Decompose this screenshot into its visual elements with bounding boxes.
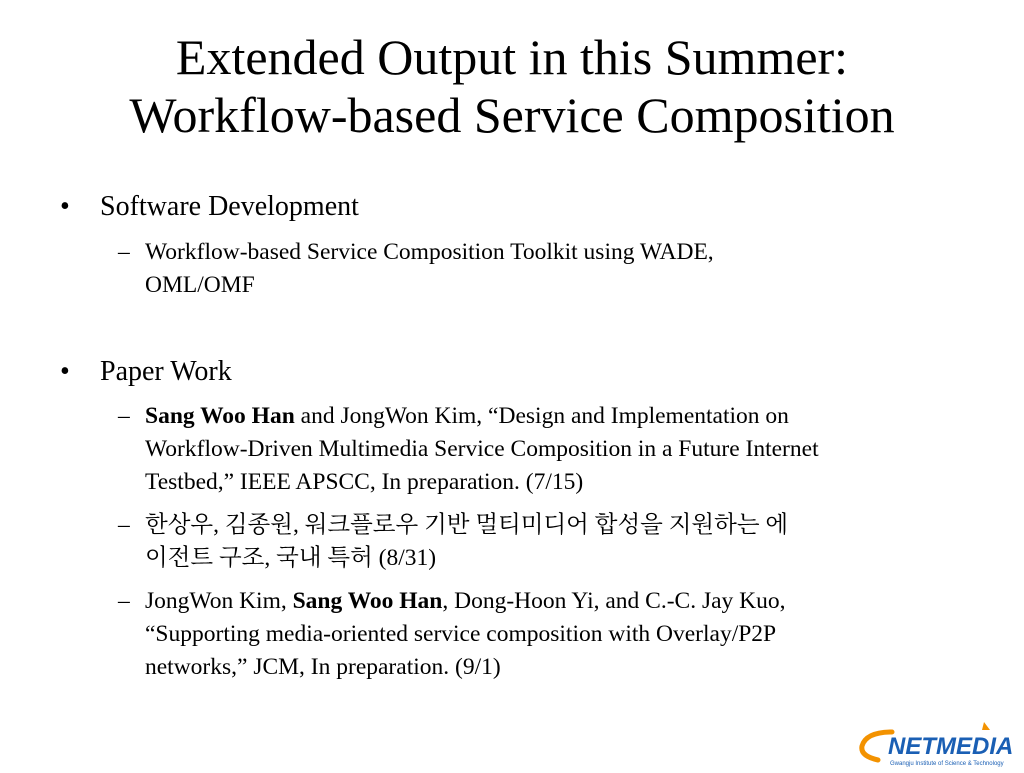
- logo-name: NETMEDIA: [888, 733, 1014, 760]
- sub-bullet-line: 한상우, 김종원, 워크플로우 기반 멀티미디어 합성을 지원하는 에: [145, 512, 789, 538]
- logo-star-icon: [982, 722, 990, 730]
- netmedia-logo: [856, 718, 1016, 768]
- sub-bullet-line: Testbed,” IEEE APSCC, In preparation. (7/15): [145, 469, 584, 495]
- dash-marker: –: [118, 588, 130, 614]
- author-name-bold: Sang Woo Han: [145, 403, 295, 429]
- dash-marker: –: [118, 512, 130, 538]
- bullet-marker: •: [60, 191, 70, 222]
- author-pre: JongWon Kim,: [145, 588, 293, 614]
- sub-bullet-line: “Supporting media-oriented service composition with Overlay/P2P: [145, 621, 777, 647]
- bullet-heading: Paper Work: [100, 356, 232, 387]
- author-rest: and JongWon Kim, “Design and Implementation on: [294, 403, 789, 429]
- sub-bullet-line: Workflow-Driven Multimedia Service Composition in a Future Internet: [145, 436, 819, 462]
- sub-bullet-line: [145, 585, 975, 618]
- dash-marker: –: [118, 239, 130, 265]
- author-name-bold: Sang Woo Han: [292, 588, 443, 614]
- sub-bullet-line: networks,” JCM, In preparation. (9/1): [145, 654, 501, 680]
- bullet-heading: Software Development: [100, 191, 359, 222]
- slide-title-line-1: Extended Output in this Summer:: [175, 29, 849, 85]
- sub-bullet-line: [145, 400, 975, 433]
- sub-bullet-line: 이전트 구조, 국내 특허 (8/31): [145, 545, 437, 571]
- dash-marker: –: [118, 403, 130, 429]
- logo-subtitle: Gwangju Institute of Science & Technology: [890, 761, 1004, 767]
- author-post: , Dong-Hoon Yi, and C.-C. Jay Kuo,: [442, 588, 786, 614]
- bullet-marker: •: [60, 356, 70, 387]
- slide-title-line-2: Workflow-based Service Composition: [129, 87, 895, 143]
- sub-bullet-line: Workflow-based Service Composition Toolkit using WADE,: [145, 239, 714, 265]
- sub-bullet-line: OML/OMF: [145, 272, 255, 298]
